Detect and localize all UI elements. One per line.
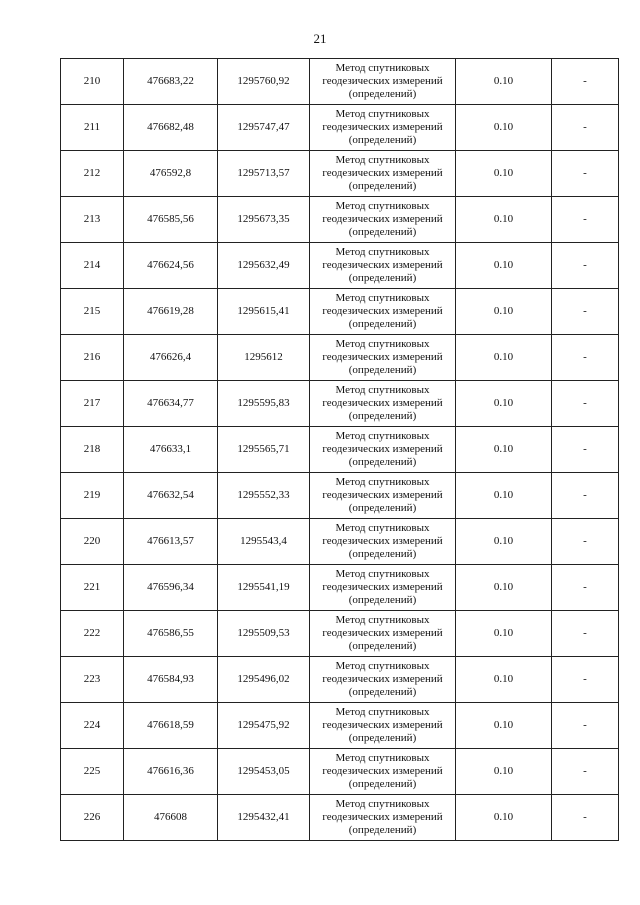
accuracy-cell: 0.10 [456,473,552,519]
accuracy-cell: 0.10 [456,795,552,841]
method-line-2: геодезических измерений [322,443,443,455]
accuracy-cell: 0.10 [456,197,552,243]
table-row [61,795,619,841]
accuracy-cell: 0.10 [456,59,552,105]
note-cell: - [552,473,619,519]
table-row [61,565,619,611]
point-number-cell: 211 [61,105,124,151]
method-line-2: геодезических измерений [322,627,443,639]
method-line-1: Метод спутниковых [335,430,430,442]
note-cell: - [552,243,619,289]
point-number-cell: 219 [61,473,124,519]
accuracy-cell: 0.10 [456,519,552,565]
method-cell [310,657,456,703]
table-row [61,611,619,657]
method-cell [310,105,456,151]
method-cell [310,59,456,105]
method-line-3: (определений) [348,548,417,560]
table-row [61,381,619,427]
method-line-3: (определений) [348,410,417,422]
note-cell: - [552,105,619,151]
y-coordinate-cell: 1295453,05 [218,749,310,795]
method-line-1: Метод спутниковых [335,154,430,166]
method-cell [310,335,456,381]
method-cell [310,381,456,427]
note-cell: - [552,795,619,841]
method-line-1: Метод спутниковых [335,476,430,488]
x-coordinate-cell: 476613,57 [124,519,218,565]
table-row [61,105,619,151]
y-coordinate-cell: 1295496,02 [218,657,310,703]
method-line-1: Метод спутниковых [335,706,430,718]
accuracy-cell: 0.10 [456,289,552,335]
y-coordinate-cell: 1295760,92 [218,59,310,105]
method-cell [310,151,456,197]
method-line-2: геодезических измерений [322,259,443,271]
method-line-3: (определений) [348,640,417,652]
table-row [61,657,619,703]
y-coordinate-cell: 1295432,41 [218,795,310,841]
point-number-cell: 214 [61,243,124,289]
method-line-1: Метод спутниковых [335,108,430,120]
method-line-3: (определений) [348,502,417,514]
coordinates-table-body [61,59,619,841]
method-line-2: геодезических измерений [322,765,443,777]
note-cell: - [552,657,619,703]
method-cell [310,611,456,657]
x-coordinate-cell: 476596,34 [124,565,218,611]
method-line-1: Метод спутниковых [335,338,430,350]
method-line-3: (определений) [348,456,417,468]
method-line-1: Метод спутниковых [335,62,430,74]
y-coordinate-cell: 1295632,49 [218,243,310,289]
method-cell [310,473,456,519]
method-line-2: геодезических измерений [322,121,443,133]
point-number-cell: 225 [61,749,124,795]
note-cell: - [552,427,619,473]
x-coordinate-cell: 476683,22 [124,59,218,105]
point-number-cell: 222 [61,611,124,657]
accuracy-cell: 0.10 [456,151,552,197]
method-line-3: (определений) [348,594,417,606]
x-coordinate-cell: 476585,56 [124,197,218,243]
y-coordinate-cell: 1295595,83 [218,381,310,427]
y-coordinate-cell: 1295612 [218,335,310,381]
note-cell: - [552,151,619,197]
method-line-2: геодезических измерений [322,489,443,501]
method-line-1: Метод спутниковых [335,660,430,672]
note-cell: - [552,381,619,427]
note-cell: - [552,289,619,335]
method-line-2: геодезических измерений [322,213,443,225]
method-cell [310,519,456,565]
method-line-3: (определений) [348,732,417,744]
y-coordinate-cell: 1295713,57 [218,151,310,197]
method-line-3: (определений) [348,272,417,284]
method-line-2: геодезических измерений [322,535,443,547]
accuracy-cell: 0.10 [456,565,552,611]
table-row [61,289,619,335]
point-number-cell: 223 [61,657,124,703]
accuracy-cell: 0.10 [456,611,552,657]
method-line-2: геодезических измерений [322,581,443,593]
method-line-1: Метод спутниковых [335,384,430,396]
point-number-cell: 220 [61,519,124,565]
method-line-1: Метод спутниковых [335,522,430,534]
table-row [61,151,619,197]
method-line-3: (определений) [348,778,417,790]
point-number-cell: 217 [61,381,124,427]
y-coordinate-cell: 1295615,41 [218,289,310,335]
accuracy-cell: 0.10 [456,427,552,473]
note-cell: - [552,335,619,381]
method-cell [310,795,456,841]
x-coordinate-cell: 476619,28 [124,289,218,335]
point-number-cell: 226 [61,795,124,841]
note-cell: - [552,59,619,105]
table-row [61,703,619,749]
x-coordinate-cell: 476608 [124,795,218,841]
point-number-cell: 213 [61,197,124,243]
x-coordinate-cell: 476632,54 [124,473,218,519]
table-row [61,335,619,381]
note-cell: - [552,565,619,611]
x-coordinate-cell: 476586,55 [124,611,218,657]
table-row [61,749,619,795]
y-coordinate-cell: 1295565,71 [218,427,310,473]
x-coordinate-cell: 476634,77 [124,381,218,427]
point-number-cell: 210 [61,59,124,105]
y-coordinate-cell: 1295747,47 [218,105,310,151]
accuracy-cell: 0.10 [456,105,552,151]
point-number-cell: 224 [61,703,124,749]
point-number-cell: 215 [61,289,124,335]
method-line-2: геодезических измерений [322,811,443,823]
note-cell: - [552,197,619,243]
method-cell [310,749,456,795]
method-line-1: Метод спутниковых [335,798,430,810]
table-row [61,59,619,105]
y-coordinate-cell: 1295673,35 [218,197,310,243]
point-number-cell: 212 [61,151,124,197]
x-coordinate-cell: 476682,48 [124,105,218,151]
accuracy-cell: 0.10 [456,703,552,749]
page-number: 21 [313,31,327,46]
method-line-1: Метод спутниковых [335,752,430,764]
accuracy-cell: 0.10 [456,381,552,427]
point-number-cell: 216 [61,335,124,381]
x-coordinate-cell: 476584,93 [124,657,218,703]
method-line-1: Метод спутниковых [335,614,430,626]
x-coordinate-cell: 476592,8 [124,151,218,197]
method-line-3: (определений) [348,134,417,146]
y-coordinate-cell: 1295543,4 [218,519,310,565]
method-line-3: (определений) [348,364,417,376]
point-number-cell: 221 [61,565,124,611]
accuracy-cell: 0.10 [456,335,552,381]
method-line-2: геодезических измерений [322,75,443,87]
method-line-2: геодезических измерений [322,167,443,179]
note-cell: - [552,519,619,565]
note-cell: - [552,703,619,749]
coordinates-table [60,58,619,841]
method-line-3: (определений) [348,318,417,330]
method-cell [310,565,456,611]
method-cell [310,289,456,335]
accuracy-cell: 0.10 [456,657,552,703]
table-row [61,197,619,243]
y-coordinate-cell: 1295541,19 [218,565,310,611]
x-coordinate-cell: 476626,4 [124,335,218,381]
method-line-2: геодезических измерений [322,351,443,363]
method-line-3: (определений) [348,686,417,698]
method-cell [310,703,456,749]
table-row [61,519,619,565]
method-line-1: Метод спутниковых [335,568,430,580]
note-cell: - [552,749,619,795]
accuracy-cell: 0.10 [456,749,552,795]
x-coordinate-cell: 476624,56 [124,243,218,289]
accuracy-cell: 0.10 [456,243,552,289]
y-coordinate-cell: 1295552,33 [218,473,310,519]
point-number-cell: 218 [61,427,124,473]
method-line-3: (определений) [348,88,417,100]
method-line-3: (определений) [348,824,417,836]
x-coordinate-cell: 476618,59 [124,703,218,749]
method-line-3: (определений) [348,226,417,238]
method-line-1: Метод спутниковых [335,246,430,258]
method-line-3: (определений) [348,180,417,192]
method-line-1: Метод спутниковых [335,200,430,212]
method-cell [310,243,456,289]
note-cell: - [552,611,619,657]
table-row [61,243,619,289]
y-coordinate-cell: 1295509,53 [218,611,310,657]
x-coordinate-cell: 476633,1 [124,427,218,473]
y-coordinate-cell: 1295475,92 [218,703,310,749]
x-coordinate-cell: 476616,36 [124,749,218,795]
method-line-2: геодезических измерений [322,673,443,685]
table-row [61,473,619,519]
table-row [61,427,619,473]
method-cell [310,197,456,243]
method-line-2: геодезических измерений [322,305,443,317]
method-line-2: геодезических измерений [322,719,443,731]
method-line-1: Метод спутниковых [335,292,430,304]
method-line-2: геодезических измерений [322,397,443,409]
method-cell [310,427,456,473]
